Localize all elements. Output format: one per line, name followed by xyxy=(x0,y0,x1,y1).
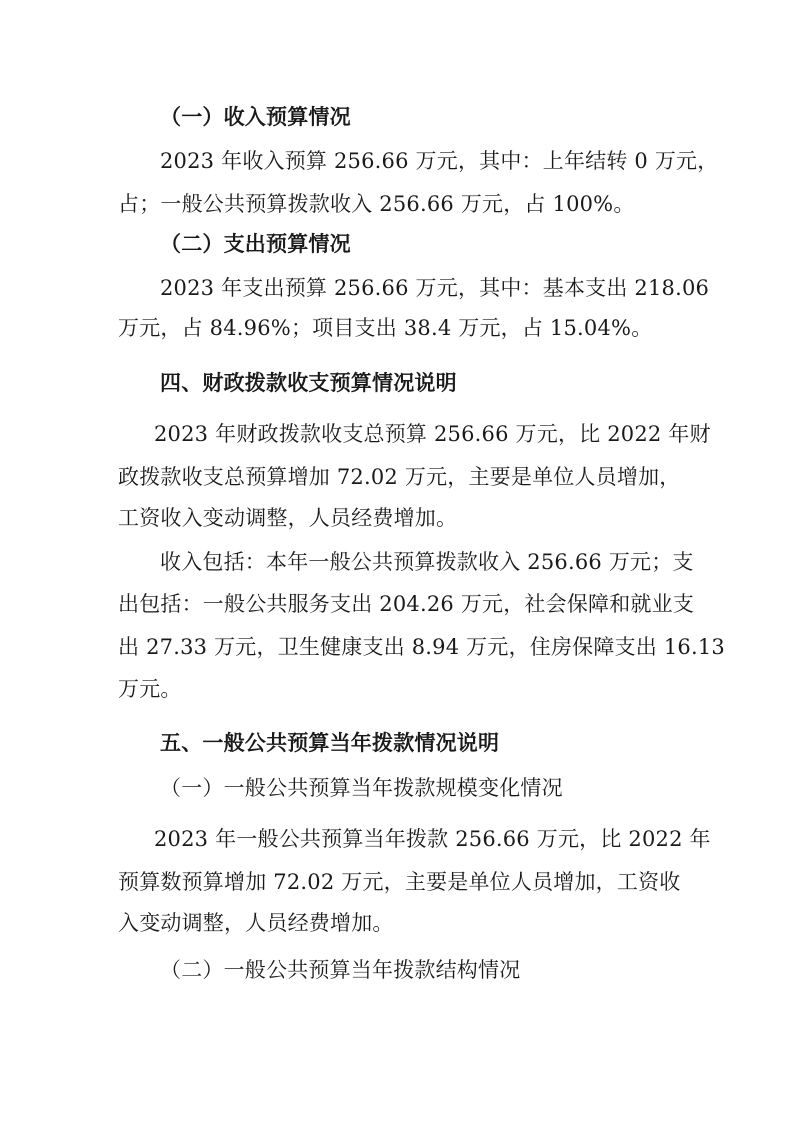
paragraph-line: 占；一般公共预算拨款收入 256.66 万元，占 100%。 xyxy=(118,192,635,216)
paragraph-line: 工资收入变动调整，人员经费增加。 xyxy=(118,506,458,530)
paragraph-line: 入变动调整，人员经费增加。 xyxy=(118,911,394,935)
subsection-heading-scale: （一）一般公共预算当年拨款规模变化情况 xyxy=(160,776,563,800)
section-heading-general-budget: 五、一般公共预算当年拨款情况说明 xyxy=(160,731,500,755)
paragraph-line: 收入包括：本年一般公共预算拨款收入 256.66 万元；支 xyxy=(160,550,694,574)
section-heading-fiscal: 四、财政拨款收支预算情况说明 xyxy=(160,371,457,395)
section-heading-income: （一）收入预算情况 xyxy=(160,104,351,129)
paragraph-line: 2023 年收入预算 256.66 万元，其中：上年结转 0 万元， xyxy=(160,149,719,173)
paragraph-line: 政拨款收支总预算增加 72.02 万元，主要是单位人员增加， xyxy=(118,465,681,489)
paragraph-line: 2023 年财政拨款收支总预算 256.66 万元，比 2022 年财 xyxy=(154,422,711,446)
paragraph-line: 2023 年一般公共预算当年拨款 256.66 万元，比 2022 年 xyxy=(154,827,711,851)
paragraph-line: 万元，占 84.96%；项目支出 38.4 万元，占 15.04%。 xyxy=(118,316,653,340)
paragraph-line: 出 27.33 万元，卫生健康支出 8.94 万元，住房保障支出 16.13 xyxy=(118,635,725,659)
paragraph-line: 出包括：一般公共服务支出 204.26 万元，社会保障和就业支 xyxy=(118,592,695,616)
paragraph-line: 预算数预算增加 72.02 万元，主要是单位人员增加，工资收 xyxy=(118,870,681,894)
paragraph-line: 万元。 xyxy=(118,677,182,701)
subsection-heading-structure: （二）一般公共预算当年拨款结构情况 xyxy=(160,958,521,982)
section-heading-expense: （二）支出预算情况 xyxy=(160,231,351,256)
paragraph-line: 2023 年支出预算 256.66 万元，其中：基本支出 218.06 xyxy=(160,276,710,300)
